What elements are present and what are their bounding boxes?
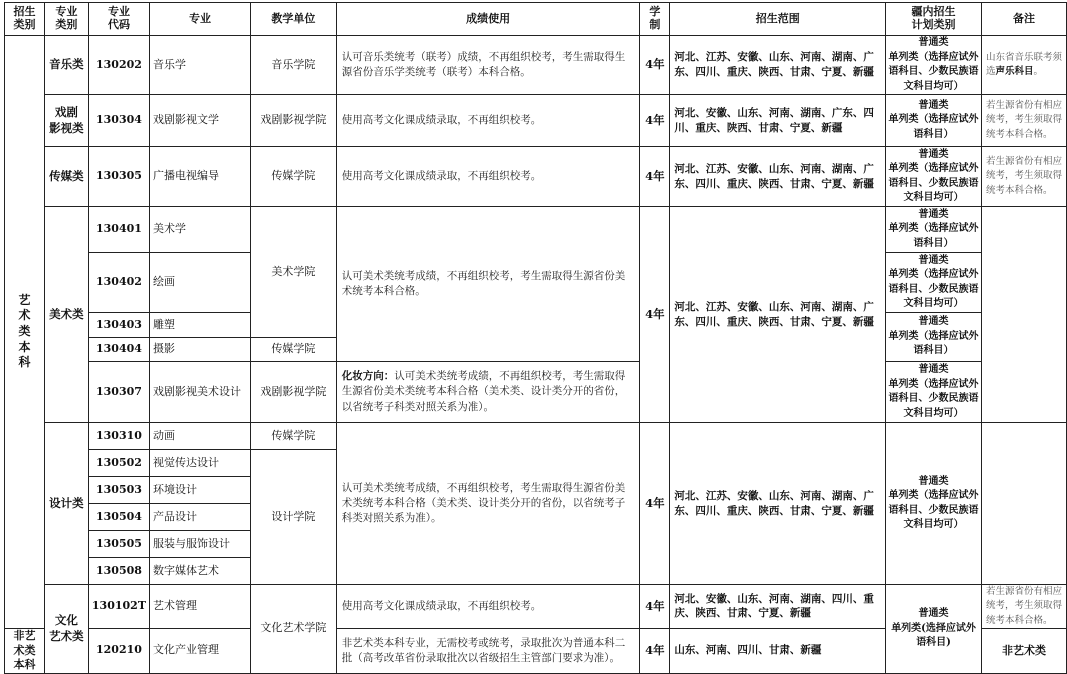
major-category-design: 设计类 xyxy=(44,423,88,585)
table-row xyxy=(5,36,1067,95)
major-code: 130401 xyxy=(88,207,149,253)
enroll-scope: 河北、安徽、山东、河南、湖南、广东、四川、重庆、陕西、甘肃、宁夏、新疆 xyxy=(670,95,886,147)
score-usage: 非艺术类本科专业，无需校考或统考，录取批次为普通本科二批（高考改革省份录取批次以省级招生主管部门要求为准）。 xyxy=(336,628,640,673)
teaching-unit: 传媒学院 xyxy=(250,423,336,450)
remark: 若生源省份有相应统考，考生须取得统考本科合格。 xyxy=(982,585,1067,629)
major-code: 130310 xyxy=(88,423,149,450)
header-teaching-unit: 教学单位 xyxy=(250,3,336,36)
major-code: 130307 xyxy=(88,362,149,423)
major-code: 130508 xyxy=(88,558,149,585)
major-name: 数字媒体艺术 xyxy=(150,558,251,585)
admission-table xyxy=(4,2,1067,674)
teaching-unit: 文化艺术学院 xyxy=(250,585,336,674)
major-code: 130404 xyxy=(88,338,149,362)
enroll-scope: 河北、江苏、安徽、山东、河南、湖南、广东、四川、重庆、陕西、甘肃、宁夏、新疆 xyxy=(670,207,886,423)
major-category-drama: 戏剧 影视类 xyxy=(44,95,88,147)
major-code: 130402 xyxy=(88,253,149,313)
duration: 4年 xyxy=(640,36,670,95)
plan-type: 普通类 单列类（选择应试外语科目、少数民族语文科目均可） xyxy=(886,253,982,313)
major-code: 120210 xyxy=(88,628,149,673)
remark: 若生源省份有相应统考，考生须取得统考本科合格。 xyxy=(982,147,1067,207)
score-usage-makeup xyxy=(336,362,640,423)
score-usage: 认可音乐类统考（联考）成绩，不再组织校考，考生需取得生源省份音乐学类统考（联考）本科合格。 xyxy=(336,36,640,95)
major-code: 130102T xyxy=(88,585,149,629)
header-major: 专业 xyxy=(150,3,251,36)
teaching-unit: 戏剧影视学院 xyxy=(250,362,336,423)
header-major-category: 专业 类别 xyxy=(44,3,88,36)
major-code: 130503 xyxy=(88,477,149,504)
major-category-culture: 文化 艺术类 xyxy=(44,585,88,674)
enroll-category-art: 艺 术 类 本 科 xyxy=(5,36,45,629)
major-code: 130304 xyxy=(88,95,149,147)
major-name: 美术学 xyxy=(150,207,251,253)
major-name: 环境设计 xyxy=(150,477,251,504)
teaching-unit: 传媒学院 xyxy=(250,338,336,362)
score-usage: 使用高考文化课成绩录取，不再组织校考。 xyxy=(336,95,640,147)
remark-text: 山东省音乐联考须选 xyxy=(986,51,1063,77)
score-usage: 认可美术类统考成绩，不再组织校考，考生需取得生源省份美术统考本科合格。 xyxy=(336,207,640,362)
duration: 4年 xyxy=(640,423,670,585)
enroll-scope: 河北、江苏、安徽、山东、河南、湖南、广东、四川、重庆、陕西、甘肃、宁夏、新疆 xyxy=(670,423,886,585)
teaching-unit: 音乐学院 xyxy=(250,36,336,95)
teaching-unit: 戏剧影视学院 xyxy=(250,95,336,147)
plan-type: 普通类 单列类（选择应试外语科目、少数民族语文科目均可） xyxy=(886,362,982,423)
major-name: 音乐学 xyxy=(150,36,251,95)
enroll-category-non-art: 非艺 术类 本科 xyxy=(5,628,45,673)
table-row xyxy=(5,362,1067,423)
duration: 4年 xyxy=(640,207,670,423)
table-row xyxy=(5,207,1067,253)
score-usage: 使用高考文化课成绩录取，不再组织校考。 xyxy=(336,585,640,629)
header-enroll-category: 招生 类别 xyxy=(5,3,45,36)
major-category-media: 传媒类 xyxy=(44,147,88,207)
major-name: 戏剧影视美术设计 xyxy=(150,362,251,423)
duration: 4年 xyxy=(640,147,670,207)
major-name: 动画 xyxy=(150,423,251,450)
major-name: 广播电视编导 xyxy=(150,147,251,207)
makeup-label: 化妆方向： xyxy=(341,370,395,383)
teaching-unit: 设计学院 xyxy=(250,450,336,585)
remark-music xyxy=(982,36,1067,95)
remark-non-art: 非艺术类 xyxy=(982,628,1067,673)
header-remark: 备注 xyxy=(982,3,1067,36)
table-row xyxy=(5,147,1067,207)
remark-empty xyxy=(982,207,1067,423)
plan-type: 普通类 单列类（选择应试外语科目、少数民族语文科目均可） xyxy=(886,147,982,207)
major-name: 艺术管理 xyxy=(150,585,251,629)
plan-type: 普通类 单列类（选择应试外语科目） xyxy=(886,95,982,147)
remark-text: 。 xyxy=(1033,66,1044,77)
major-name: 摄影 xyxy=(150,338,251,362)
plan-type: 普通类 单列类（选择应试外语科目） xyxy=(886,207,982,253)
enroll-scope: 河北、安徽、山东、河南、湖南、四川、重庆、陕西、甘肃、宁夏、新疆 xyxy=(670,585,886,629)
major-name: 戏剧影视文学 xyxy=(150,95,251,147)
table-row xyxy=(5,585,1067,629)
remark-emphasis: 声乐科目 xyxy=(995,66,1034,77)
enroll-scope: 山东、河南、四川、甘肃、新疆 xyxy=(670,628,886,673)
teaching-unit: 美术学院 xyxy=(250,207,336,338)
makeup-text: 认可美术类统考成绩，不再组织校考，考生需取得生源省份美术类统考本科合格（美术类、设计类分开的省份，以省统考子科类对照关系为准）。 xyxy=(341,370,626,413)
header-major-code: 专业 代码 xyxy=(88,3,149,36)
score-usage: 使用高考文化课成绩录取，不再组织校考。 xyxy=(336,147,640,207)
major-code: 130305 xyxy=(88,147,149,207)
major-code: 130502 xyxy=(88,450,149,477)
major-code: 130403 xyxy=(88,313,149,338)
plan-type: 普通类 单列类（选择应试外语科目） xyxy=(886,313,982,362)
major-category-fine-art: 美术类 xyxy=(44,207,88,423)
major-category-music: 音乐类 xyxy=(44,36,88,95)
header-scope: 招生范围 xyxy=(670,3,886,36)
enroll-scope: 河北、江苏、安徽、山东、河南、湖南、广东、四川、重庆、陕西、甘肃、宁夏、新疆 xyxy=(670,36,886,95)
table-row xyxy=(5,95,1067,147)
plan-type: 普通类 单列类(选择应试外语科目) xyxy=(886,585,982,674)
major-code: 130202 xyxy=(88,36,149,95)
score-usage: 认可美术类统考成绩，不再组织校考，考生需取得生源省份美术类统考本科合格（美术类、设计类分开的省份，以省统考子科类对照关系为准）。 xyxy=(336,423,640,585)
enroll-scope: 河北、江苏、安徽、山东、河南、湖南、广东、四川、重庆、陕西、甘肃、宁夏、新疆 xyxy=(670,147,886,207)
major-code: 130505 xyxy=(88,531,149,558)
major-name: 雕塑 xyxy=(150,313,251,338)
duration: 4年 xyxy=(640,585,670,629)
major-name: 服装与服饰设计 xyxy=(150,531,251,558)
teaching-unit: 传媒学院 xyxy=(250,147,336,207)
major-name: 文化产业管理 xyxy=(150,628,251,673)
plan-type: 普通类 单列类（选择应试外语科目、少数民族语文科目均可） xyxy=(886,36,982,95)
header-row xyxy=(5,3,1067,36)
table-row xyxy=(5,423,1067,450)
header-score-usage: 成绩使用 xyxy=(336,3,640,36)
header-duration: 学 制 xyxy=(640,3,670,36)
remark-empty xyxy=(982,423,1067,585)
major-name: 视觉传达设计 xyxy=(150,450,251,477)
major-name: 产品设计 xyxy=(150,504,251,531)
major-code: 130504 xyxy=(88,504,149,531)
remark: 若生源省份有相应统考，考生须取得统考本科合格。 xyxy=(982,95,1067,147)
duration: 4年 xyxy=(640,628,670,673)
header-plan-type: 疆内招生 计划类别 xyxy=(886,3,982,36)
plan-type: 普通类 单列类（选择应试外语科目、少数民族语文科目均可） xyxy=(886,423,982,585)
duration: 4年 xyxy=(640,95,670,147)
major-name: 绘画 xyxy=(150,253,251,313)
